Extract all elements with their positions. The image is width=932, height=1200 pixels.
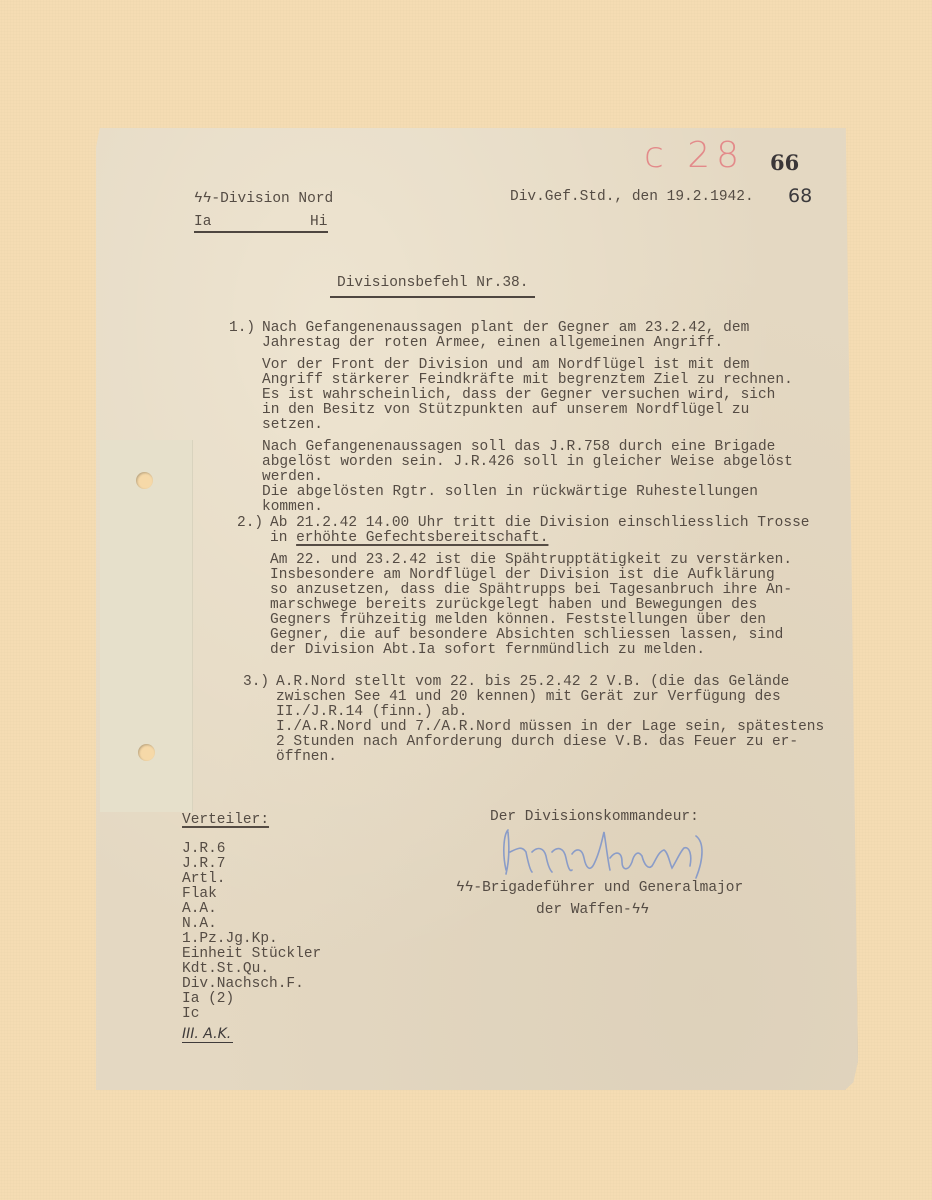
signature-scribble-icon (496, 822, 722, 884)
text-line: II./J.R.14 (finn.) ab. (276, 704, 468, 720)
red-pencil-archive-number: c 28 (644, 135, 746, 176)
handwritten-recipient: III. A.K. (182, 1026, 232, 1042)
text-line: abgelöst worden sein. J.R.426 soll in gleicher Weise abgelöst (262, 454, 793, 470)
text-line: in den Besitz von Stützpunkten auf unserem Nordflügel zu (262, 402, 750, 418)
recipient: Einheit Stückler (182, 946, 322, 962)
recipient: Div.Nachsch.F. (182, 976, 304, 992)
text-line: Vor der Front der Division und am Nordflügel ist mit dem (262, 357, 750, 373)
section-1 (229, 320, 793, 515)
text-line: Angriff stärkerer Feindkräfte mit begrenztem Ziel zu rechnen. (262, 372, 793, 388)
emphasized-readiness-order: erhöhte Gefechtsbereitschaft. (296, 530, 549, 546)
section-2 (237, 515, 810, 658)
section-number: 1.) (229, 320, 256, 336)
document-title: Divisionsbefehl Nr.38. (337, 275, 529, 291)
punch-hole-bottom (138, 744, 155, 761)
text-line: Die abgelösten Rgtr. sollen in rückwärtige Ruhestellungen (262, 484, 758, 500)
text-line: marschwege bereits zurückgelegt haben und Bewegungen des (270, 597, 758, 613)
recipient: Flak (182, 886, 217, 902)
stamped-folio-number: 66 (770, 150, 800, 175)
distribution-heading: Verteiler: (182, 812, 270, 828)
recipient: 1.Pz.Jg.Kp. (182, 931, 278, 947)
issuing-unit: ϟϟ-Division Nord (194, 191, 334, 207)
recipient: A.A. (182, 901, 217, 917)
text-line: Jahrestag der roten Armee, einen allgemeinen Angriff. (262, 335, 724, 351)
section-code-right: Hi (310, 214, 328, 230)
title-underline (330, 296, 535, 298)
text-line: Gegner, die auf besondere Absichten schliessen lassen, sind (270, 627, 784, 643)
place-and-date: Div.Gef.Std., den 19.2.1942. (510, 189, 754, 205)
recipient: J.R.7 (182, 856, 226, 872)
section-code-left: Ia (194, 214, 212, 230)
text-line: I./A.R.Nord und 7./A.R.Nord müssen in der Lage sein, spätestens (276, 719, 825, 735)
recipient: J.R.6 (182, 841, 226, 857)
text-line: Gegners frühzeitig melden können. Feststellungen über den (270, 612, 766, 628)
text-line: zwischen See 41 und 20 kennen) mit Gerät zur Verfügung des (276, 689, 781, 705)
section-number: 2.) (237, 515, 264, 531)
text-line: Es ist wahrscheinlich, dass der Gegner versuchen wird, sich (262, 387, 776, 403)
header-underline (194, 231, 328, 233)
recipient: N.A. (182, 916, 217, 932)
punch-hole-top (136, 472, 153, 489)
text-line: Nach Gefangenenaussagen plant der Gegner am 23.2.42, dem (262, 320, 750, 336)
recipient: Artl. (182, 871, 226, 887)
text-line: 2 Stunden nach Anforderung durch diese V.B. das Feuer zu er- (276, 734, 799, 750)
text-line (270, 531, 810, 546)
signatory-rank-line-1: ϟϟ-Brigadeführer und Generalmajor (456, 880, 744, 896)
text-line: Ab 21.2.42 14.00 Uhr tritt die Division einschliesslich Trosse (270, 515, 810, 531)
text-line: Am 22. und 23.2.42 ist die Spähtrupptätigkeit zu verstärken. (270, 552, 793, 568)
section-3 (243, 674, 825, 765)
text-line: so anzusetzen, dass die Spähtrupps bei Tagesanbruch ihre An- (270, 582, 793, 598)
distribution-list (182, 813, 321, 1043)
typed-folio-number: 68 (788, 185, 813, 207)
signature-heading: Der Divisionskommandeur: (490, 809, 699, 825)
text-fragment: in (270, 530, 297, 546)
section-number: 3.) (243, 674, 270, 690)
text-line: öffnen. (276, 749, 337, 765)
text-line: kommen. (262, 499, 323, 515)
recipient: Ic (182, 1006, 200, 1022)
recipient: Kdt.St.Qu. (182, 961, 270, 977)
text-line: werden. (262, 469, 323, 485)
text-line: setzen. (262, 417, 323, 433)
signatory-rank-line-2: der Waffen-ϟϟ (536, 902, 650, 918)
text-line: Nach Gefangenenaussagen soll das J.R.758 durch eine Brigade (262, 439, 776, 455)
text-line: der Division Abt.Ia sofort fernmündlich zu melden. (270, 642, 706, 658)
text-line: A.R.Nord stellt vom 22. bis 25.2.42 2 V.B. (die das Gelände (276, 674, 790, 690)
recipient: Ia (2) (182, 991, 235, 1007)
text-line: Insbesondere am Nordflügel der Division ist die Aufklärung (270, 567, 775, 583)
